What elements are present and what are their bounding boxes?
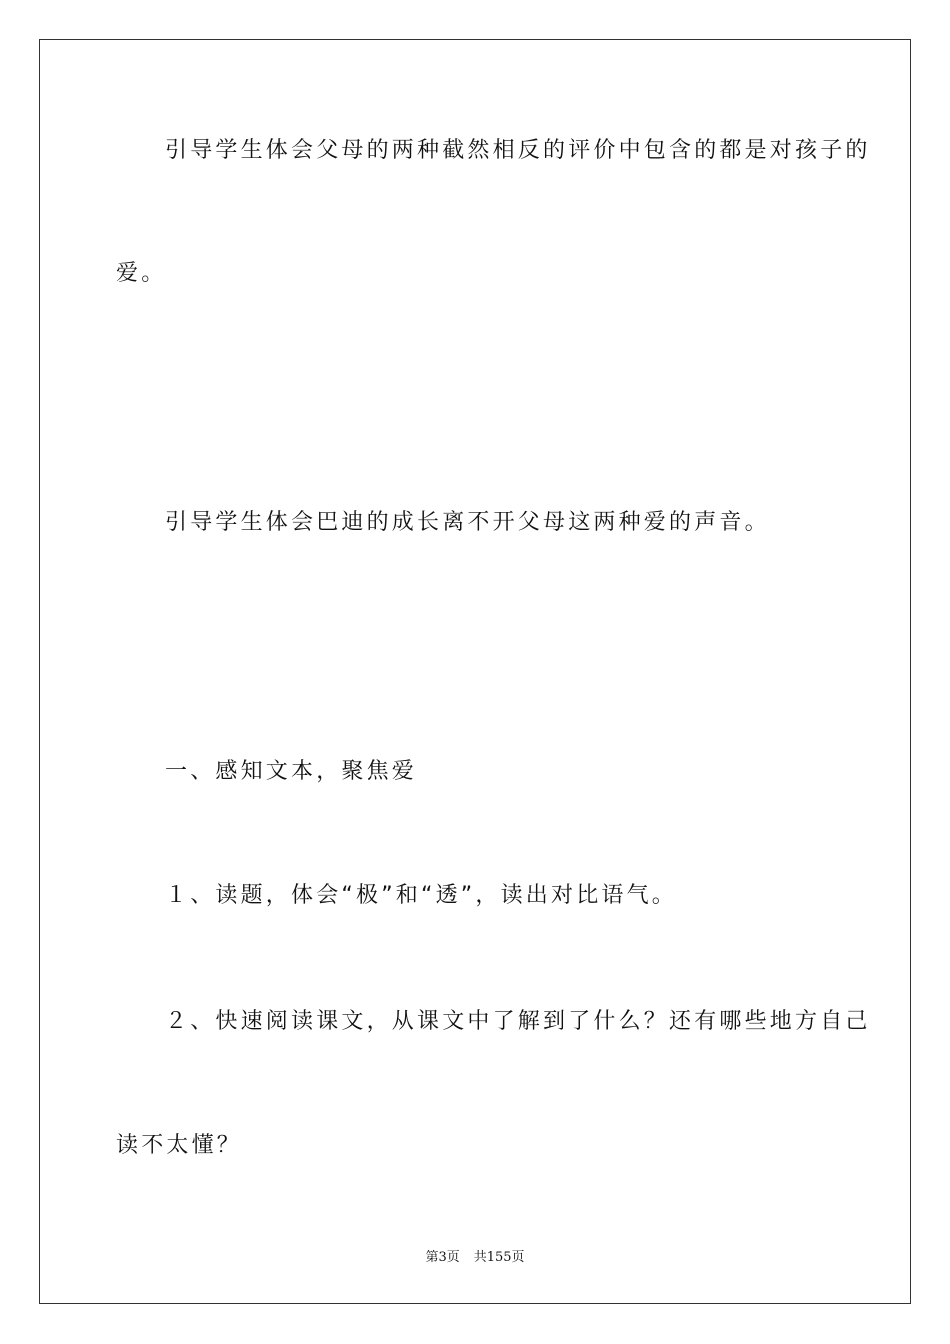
total-pages: 共155页 (473, 1250, 525, 1265)
page-number: 第3页 (425, 1250, 460, 1265)
page-border (39, 39, 911, 1304)
list-item-continuation: 读不太懂？ (116, 1133, 243, 1158)
section-heading: 一、感知文本，聚焦爱 (165, 759, 418, 784)
list-item: ２、快速阅读课文，从课文中了解到了什么？还有哪些地方自己 (165, 1009, 871, 1034)
paragraph-line: 爱。 (116, 261, 167, 286)
paragraph-line: 引导学生体会父母的两种截然相反的评价中包含的都是对孩子的 (165, 138, 871, 163)
paragraph-line: 引导学生体会巴迪的成长离不开父母这两种爱的声音。 (165, 510, 770, 535)
page-footer (0, 1249, 950, 1267)
list-item: １、读题，体会“极”和“透”，读出对比语气。 (165, 883, 677, 908)
